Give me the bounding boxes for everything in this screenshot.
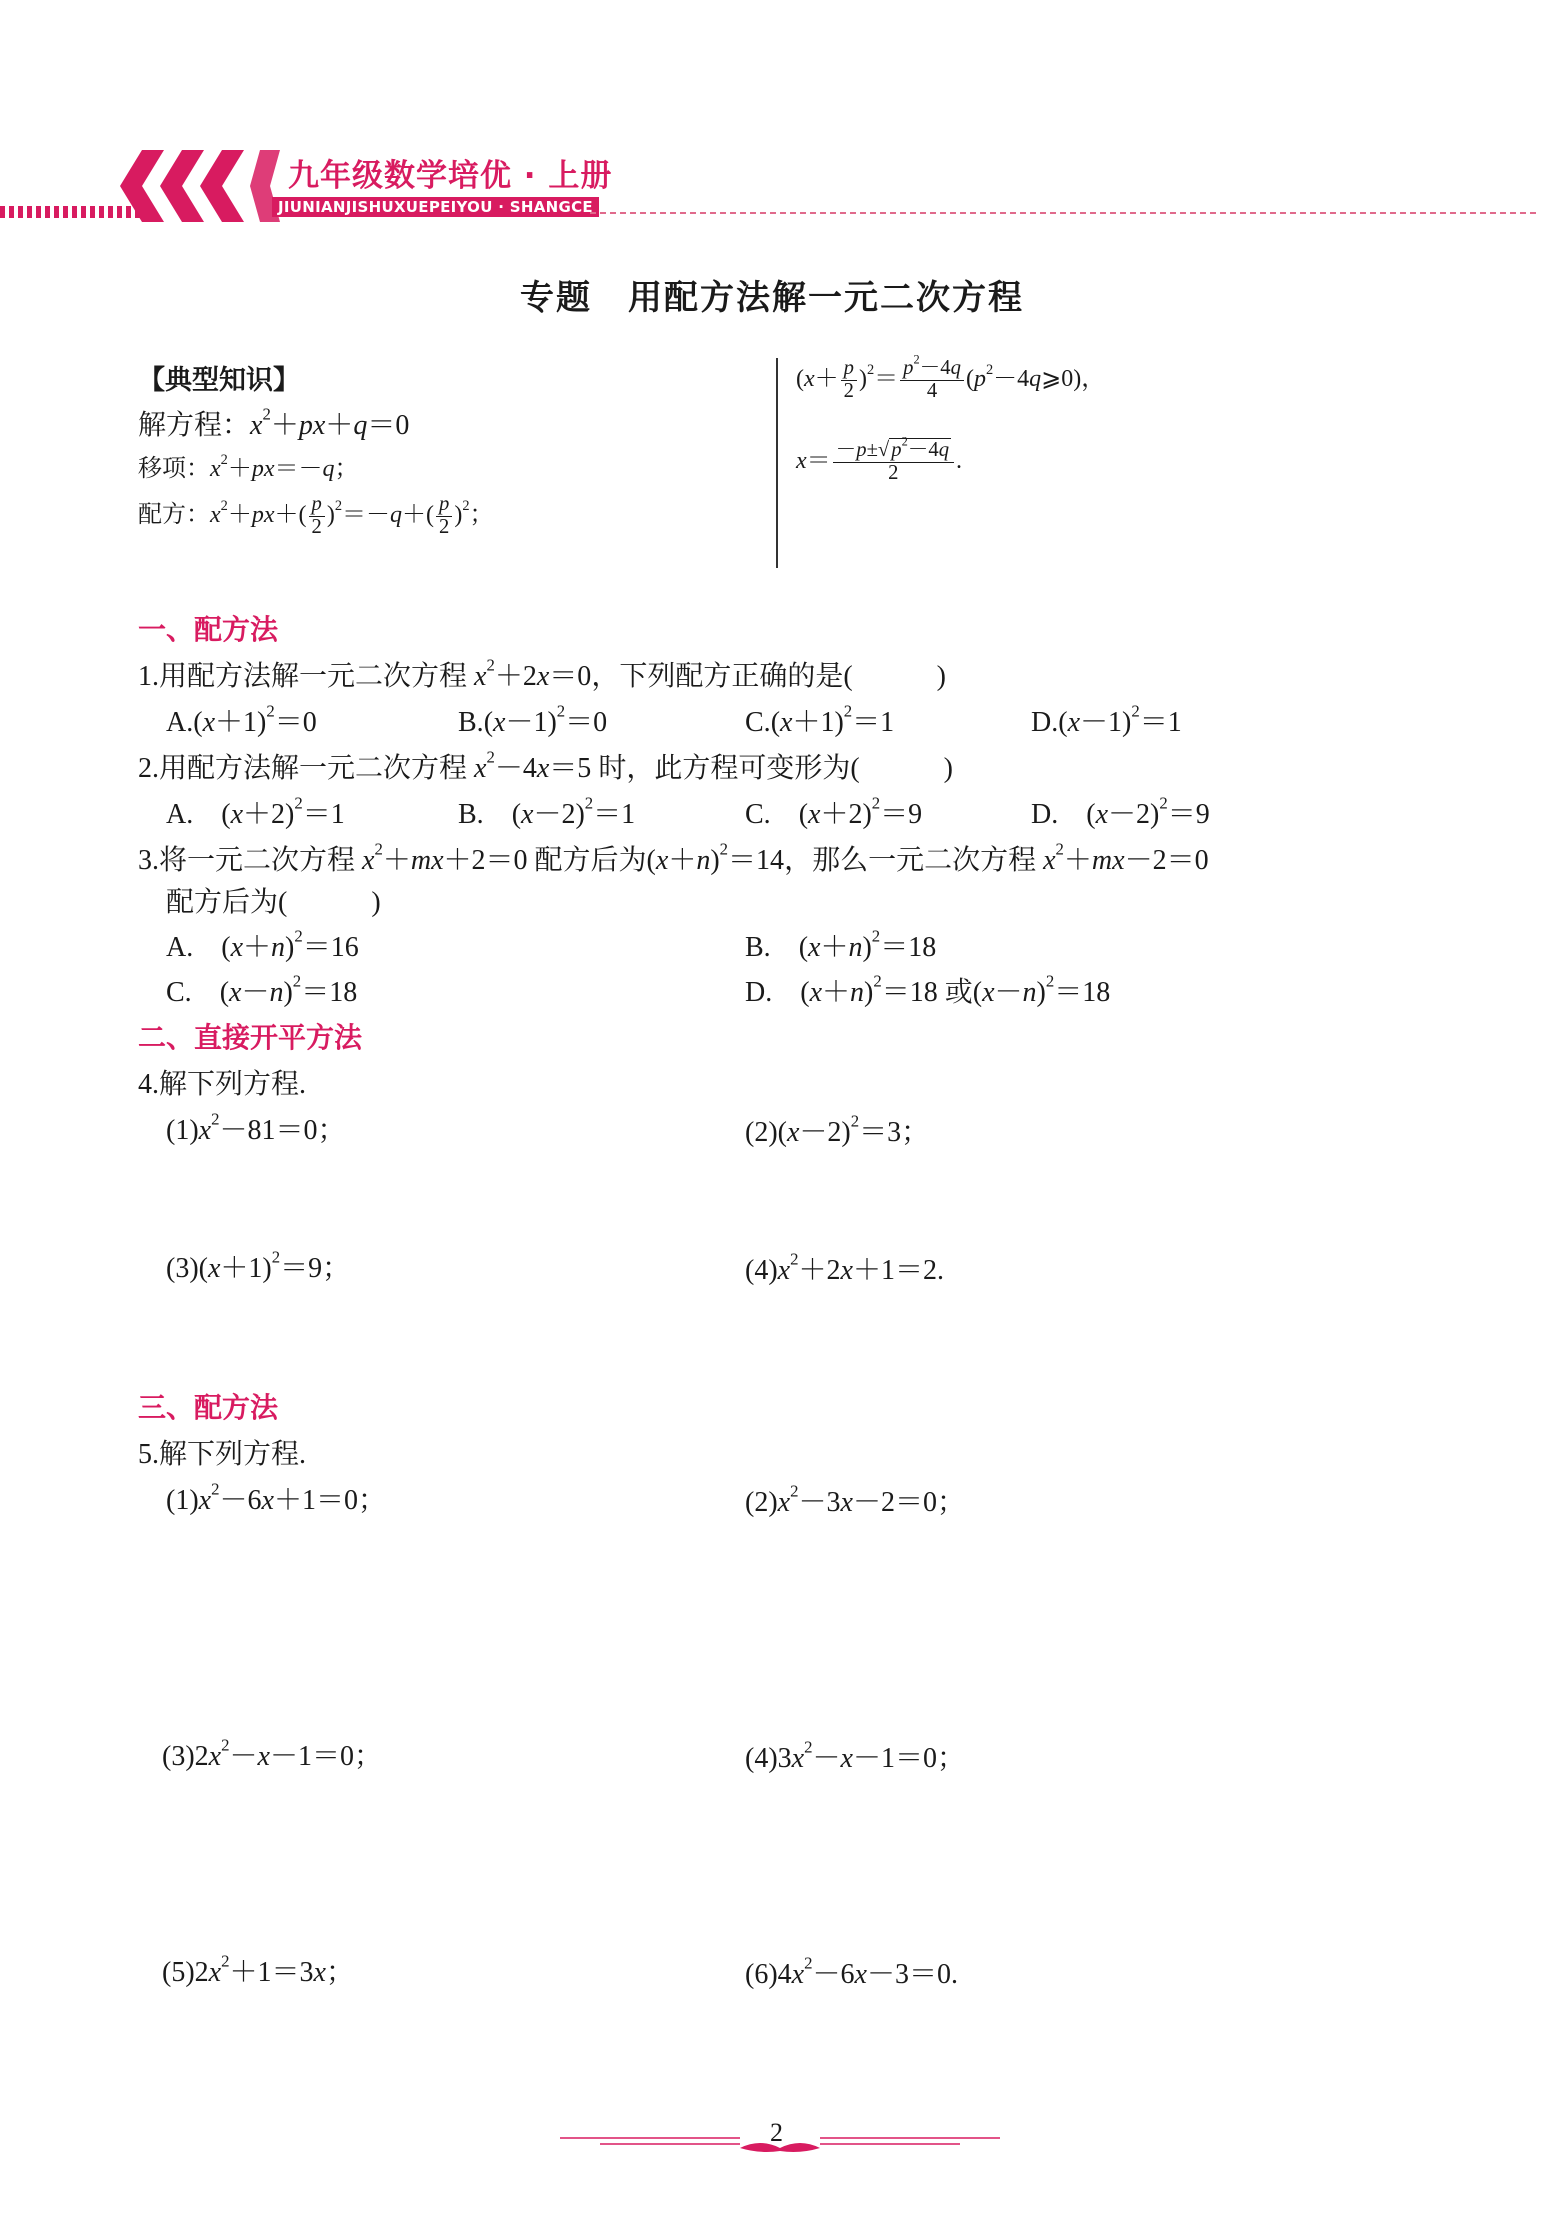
question-4-part-3: $(3)(x+1)^2=9$； (166, 1247, 351, 1284)
question-1-option-d: $D.(x-1)^2=1$ (1031, 701, 1182, 738)
question-2-option-a: A. $(x+2)^2=1$ (166, 793, 345, 830)
question-2-option-b: B. $(x-2)^2=1$ (458, 793, 636, 830)
question-4-part-4: $(4)x^2+2x+1=2$. (745, 1249, 944, 1286)
header-dashed-line (590, 212, 1536, 214)
question-1-option-b: $B.(x-1)^2=0$ (458, 701, 608, 738)
question-2-stem: 2.用配方法解一元二次方程 $x^2-4x=5$ 时，此方程可变形为( ) (138, 747, 953, 784)
question-5-part-4: $(4)3x^2-x-1=0$； (745, 1737, 965, 1774)
page-title: 专题 用配方法解一元二次方程 (520, 278, 1024, 318)
question-1-option-c: $C.(x+1)^2=1$ (745, 701, 895, 738)
page-number: 2 (770, 2118, 783, 2147)
question-4-part-2: $(2)(x-2)^2=3$； (745, 1111, 930, 1148)
header-subtitle: JIUNIANJISHUXUEPEIYOU · SHANGCE (272, 197, 599, 217)
section-heading-2: 二、直接开平方法 (138, 1021, 363, 1054)
question-3-option-b: B. $(x+n)^2=18$ (745, 926, 937, 963)
knowledge-label: 【典型知识】 (138, 365, 300, 396)
header-stripe (0, 206, 150, 218)
question-5-part-6: $(6)4x^2-6x-3=0$. (745, 1953, 958, 1990)
question-5-stem: 5.解下列方程. (138, 1439, 307, 1470)
question-3-stem-line2: 配方后为( ) (166, 887, 381, 918)
knowledge-square-form: (x＋ $\frac{p}{2}$ )$^2$＝ $\frac{p^2-4q}{4}$ $(p^2-4q⩾0)$， (796, 352, 1106, 402)
knowledge-divider (776, 358, 778, 568)
question-1-stem: 1.用配方法解一元二次方程 $x^2+2x=0$，下列配方正确的是( ) (138, 655, 946, 692)
question-3-stem: 3.将一元二次方程 $x^2+mx+2=0$ 配方后为$(x+n)^2=14$，那么一元二次方程 $x^2+mx-2=0$ (138, 839, 1209, 876)
question-5-part-2: $(2)x^2-3x-2=0$； (745, 1481, 965, 1518)
section-heading-1: 一、配方法 (138, 613, 279, 646)
question-3-option-a: A. $(x+n)^2=16$ (166, 926, 359, 963)
knowledge-complete-step: 配方：$x^2+px+$( $\frac{p}{2}$ )$^2$＝－q＋( $\frac{p}{2}$ )$^2$； (138, 493, 494, 538)
knowledge-move-step: 移项：$x^2+px=-q$； (138, 451, 359, 482)
question-5-part-5: $(5)2x^2+1=3x$； (162, 1951, 354, 1988)
header-title: 九年级数学培优 · 上册 (288, 158, 613, 194)
question-3-option-c: C. $(x-n)^2=18$ (166, 971, 358, 1008)
question-4-stem: 4.解下列方程. (138, 1069, 307, 1100)
question-2-option-d: D. $(x-2)^2=9$ (1031, 793, 1210, 830)
question-4-part-1: $(1)x^2-81=0$； (166, 1109, 346, 1146)
knowledge-root-formula: x＝ $\frac{-p\pm√p^2-4q}{2}$ . (796, 434, 963, 484)
question-2-option-c: C. $(x+2)^2=9$ (745, 793, 923, 830)
question-5-part-1: $(1)x^2-6x+1=0$； (166, 1479, 386, 1516)
question-3-option-d: D. $(x+n)^2=18$ 或$(x-n)^2=18$ (745, 971, 1111, 1008)
question-1-option-a: $A.(x+1)^2=0$ (166, 701, 317, 738)
section-heading-3: 三、配方法 (138, 1391, 279, 1424)
question-5-part-3: $(3)2x^2-x-1=0$； (162, 1735, 382, 1772)
knowledge-equation: 解方程：$x^2+px+q=0$ (138, 404, 410, 441)
